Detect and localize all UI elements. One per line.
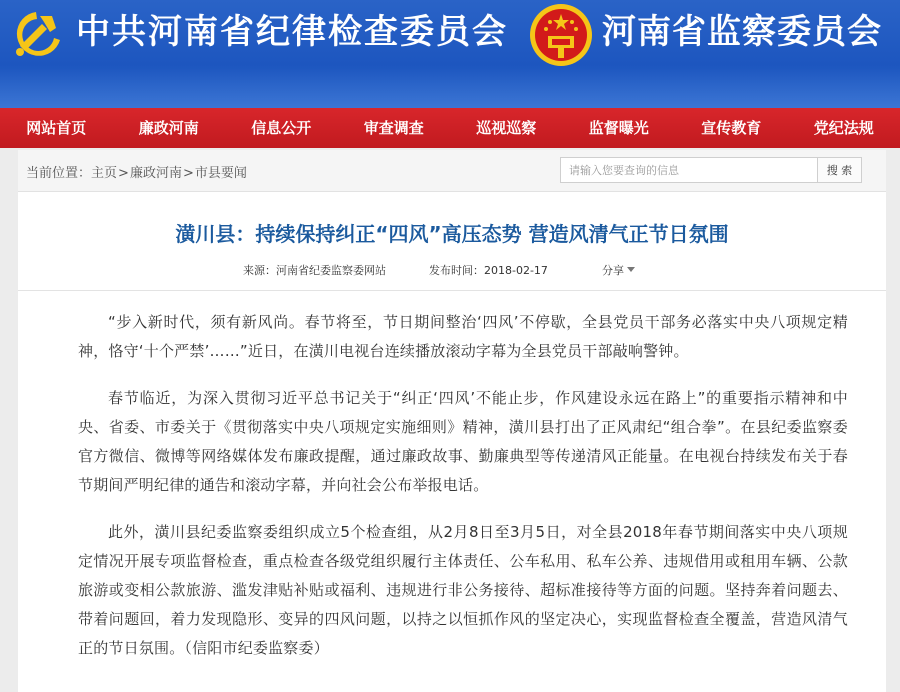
content-panel bbox=[18, 150, 886, 692]
breadcrumb-separator: > bbox=[182, 166, 194, 181]
nav-item-supervision-exposure[interactable]: 监督曝光 bbox=[588, 119, 649, 137]
share-label: 分享 bbox=[602, 264, 624, 277]
nav-item-home[interactable]: 网站首页 bbox=[26, 119, 87, 137]
nav-item-lianzheng-henan[interactable]: 廉政河南 bbox=[138, 119, 199, 137]
breadcrumb-county-news-link[interactable]: 市县要闻 bbox=[194, 166, 247, 181]
article-body bbox=[78, 308, 848, 681]
breadcrumb-bar bbox=[18, 150, 886, 192]
supervisory-commission-title: 河南省监察委员会 bbox=[602, 12, 882, 52]
article-meta bbox=[18, 260, 886, 280]
article-paragraph: 春节临近，为深入贯彻习近平总书记关于“纠正‘四风’不能止步，作风建设永远在路上”的重要指示精神和中央、省委、市委关于《贯彻落实中央八项规定实施细则》精神，潢川县打出了正风肃纪“组合拳”。在县纪委监察委官方微信、微博等网络媒体发布廉政提醒，通过廉政故事、勤廉典型等传递清风正能量。在电视台持续发布关于春节期间严明纪律的通告和滚动字幕，并向社会公布举报电话。 bbox=[78, 389, 848, 494]
nav-item-info-disclosure[interactable]: 信息公开 bbox=[251, 119, 312, 137]
breadcrumb-lianzheng-link[interactable]: 廉政河南 bbox=[129, 166, 182, 181]
article-source bbox=[243, 262, 386, 278]
nav-item-inspection[interactable]: 巡视巡察 bbox=[476, 119, 537, 137]
nav-item-party-regulations[interactable]: 党纪法规 bbox=[813, 119, 874, 137]
source-label: 来源： bbox=[243, 264, 276, 277]
article-title: 潢川县：持续保持纠正“四风”高压态势 营造风清气正节日氛围 bbox=[175, 222, 729, 246]
breadcrumb bbox=[26, 162, 247, 181]
chevron-down-icon bbox=[627, 267, 635, 272]
search-input[interactable] bbox=[560, 157, 818, 183]
source-value: 河南省纪委监察委网站 bbox=[276, 264, 386, 277]
party-commission-title: 中共河南省纪律检查委员会 bbox=[76, 12, 508, 52]
main-nav bbox=[0, 108, 900, 148]
search-button[interactable]: 搜 索 bbox=[818, 157, 862, 183]
share-button[interactable] bbox=[602, 262, 635, 278]
article-paragraph: “步入新时代，须有新风尚。春节将至，节日期间整治‘四风’不停歇，全县党员干部务必落实中央八项规定精神，恪守‘十个严禁’……”近日，在潢川电视台连续播放滚动字幕为全县党员干部敲响警钟。 bbox=[78, 313, 848, 360]
breadcrumb-prefix: 当前位置： bbox=[26, 166, 92, 181]
date-value: 2018-02-17 bbox=[484, 264, 548, 277]
breadcrumb-separator: > bbox=[118, 166, 129, 181]
article-paragraph: 此外，潢川县纪委监察委组织成立5个检查组，从2月8日至3月5日，对全县2018年春节期间落实中央八项规定情况开展专项监督检查，重点检查各级党组织履行主体责任、公车私用、私车公养、违规借用或租用车辆、公款旅游或变相公款旅游、滥发津贴补贴或福利、违规进行非公务接待、超标准接待等方面的问题。坚持奔着问题去、带着问题回，着力发现隐形、变异的四风问题，以持之以恒抓作风的坚定决心，实现监督检查全覆盖，营造风清气正的节日氛围。（信阳市纪委监察委） bbox=[78, 523, 848, 657]
party-emblem-icon bbox=[6, 6, 66, 64]
breadcrumb-home-link[interactable]: 主页 bbox=[91, 166, 118, 181]
site-header bbox=[0, 0, 900, 108]
date-label: 发布时间： bbox=[429, 264, 484, 277]
nav-item-publicity-education[interactable]: 宣传教育 bbox=[701, 119, 762, 137]
divider bbox=[18, 290, 886, 291]
national-emblem-icon bbox=[528, 2, 594, 68]
nav-item-review-investigation[interactable]: 审查调查 bbox=[363, 119, 424, 137]
article-date bbox=[429, 262, 548, 278]
